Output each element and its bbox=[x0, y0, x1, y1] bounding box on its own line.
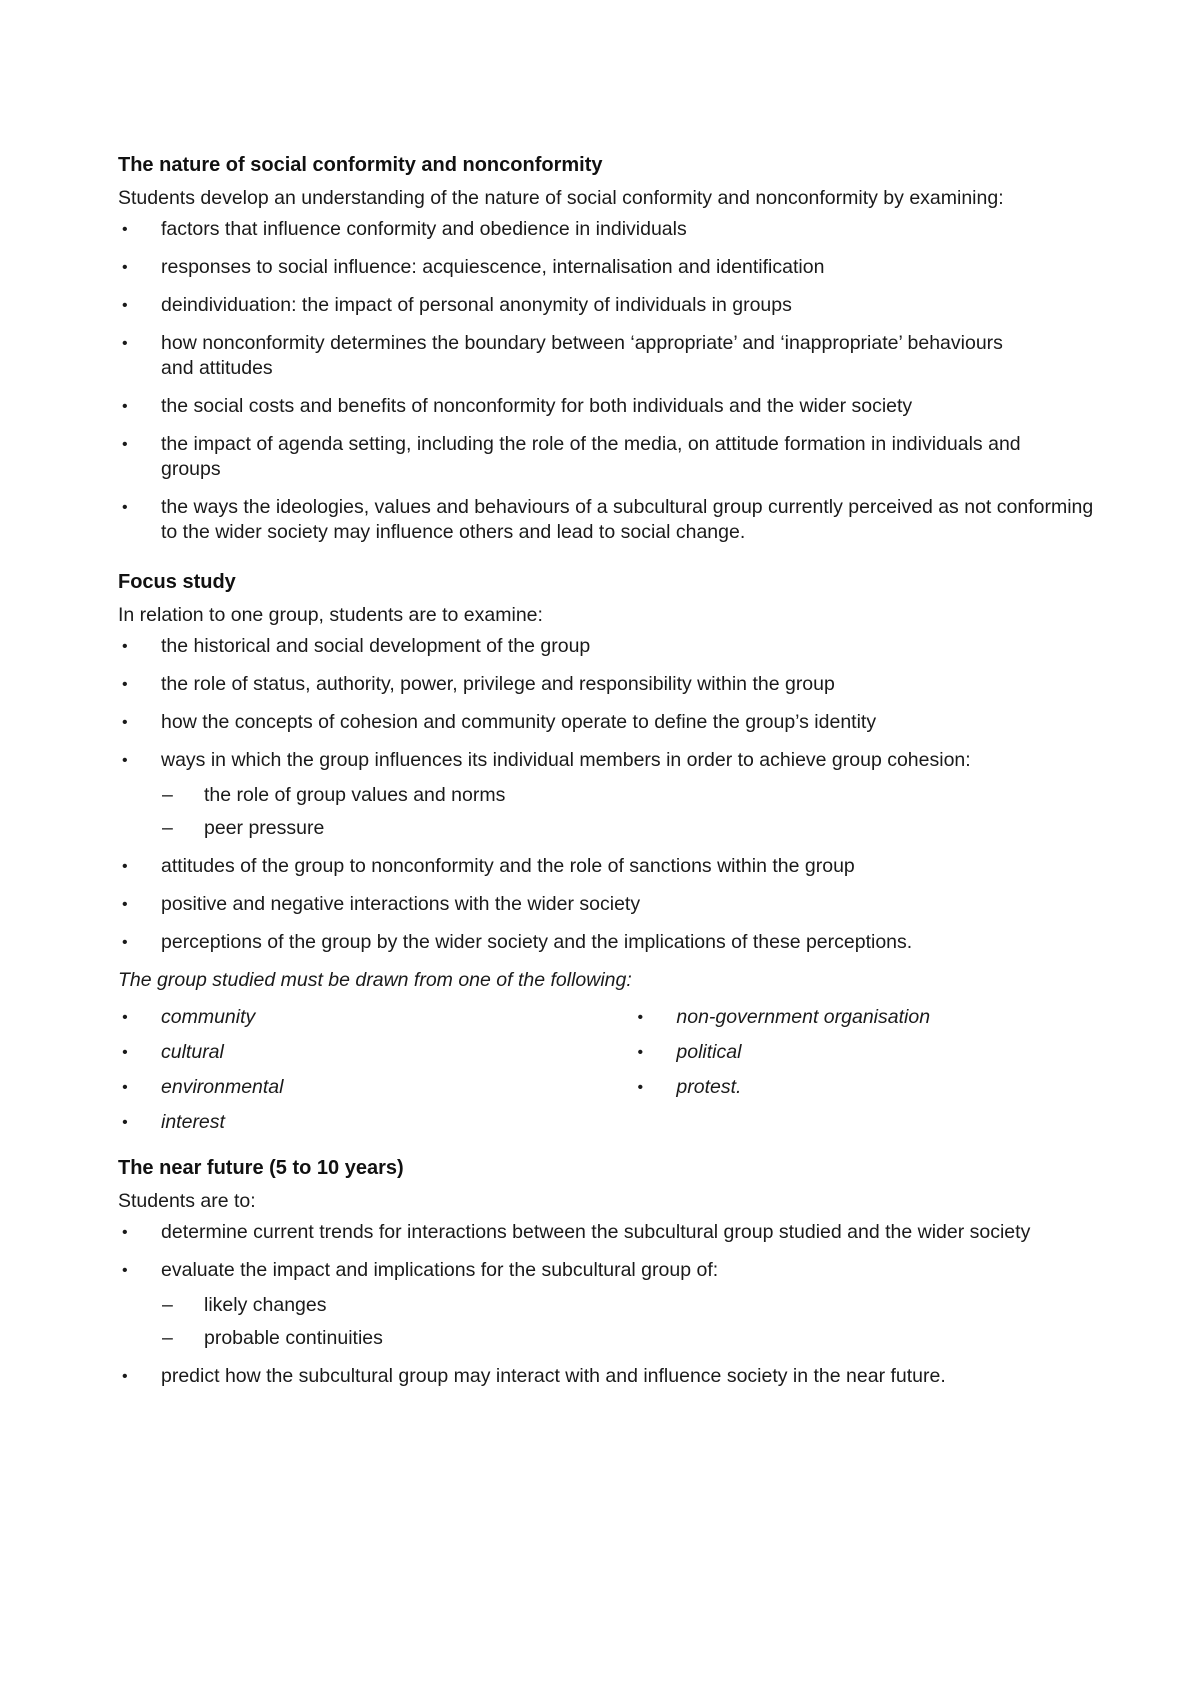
bullet-list bbox=[118, 1220, 1108, 1389]
bullet-icon: • bbox=[122, 398, 128, 415]
list-item-text: protest. bbox=[676, 1076, 742, 1098]
list-item bbox=[118, 748, 1108, 841]
list-item-text: evaluate the impact and implications for the subcultural group of: bbox=[161, 1259, 719, 1281]
list-item-text: the impact of agenda setting, including the role of the media, on attitude formation in individuals and groups bbox=[161, 433, 1021, 480]
list-item-text: deindividuation: the impact of personal anonymity of individuals in groups bbox=[161, 294, 792, 316]
document-page bbox=[118, 150, 1108, 1407]
bullet-icon: • bbox=[637, 1079, 643, 1096]
group-types-left-column bbox=[118, 1005, 633, 1135]
bullet-icon: • bbox=[122, 752, 128, 769]
list-item bbox=[118, 1220, 1108, 1245]
bullet-icon: • bbox=[122, 1079, 128, 1096]
bullet-icon: • bbox=[122, 221, 128, 238]
list-item bbox=[118, 331, 1108, 381]
section-heading: The nature of social conformity and nonconformity bbox=[118, 154, 603, 176]
section-intro: Students are to: bbox=[118, 1190, 256, 1212]
list-item bbox=[633, 1040, 1018, 1065]
list-item bbox=[118, 255, 1108, 280]
list-item-text: environmental bbox=[161, 1076, 284, 1098]
section-near-future bbox=[118, 1153, 1108, 1389]
bullet-icon: • bbox=[122, 1262, 128, 1279]
sub-list-item-text: peer pressure bbox=[204, 817, 325, 839]
dash-icon: – bbox=[162, 817, 173, 839]
list-item bbox=[633, 1005, 1018, 1030]
bullet-list bbox=[118, 634, 1108, 955]
bullet-icon: • bbox=[122, 858, 128, 875]
list-item bbox=[633, 1075, 1018, 1100]
bullet-list bbox=[118, 217, 1108, 545]
list-item bbox=[118, 432, 1108, 482]
bullet-icon: • bbox=[122, 714, 128, 731]
bullet-icon: • bbox=[637, 1009, 643, 1026]
list-item bbox=[118, 672, 1108, 697]
list-item-text: non-government organisation bbox=[676, 1006, 931, 1028]
list-item bbox=[118, 293, 1108, 318]
section-focus-study bbox=[118, 567, 1108, 1135]
list-item-text: the historical and social development of the group bbox=[161, 635, 591, 657]
sub-list-item-text: likely changes bbox=[204, 1294, 327, 1316]
bullet-icon: • bbox=[122, 676, 128, 693]
bullet-icon: • bbox=[122, 1368, 128, 1385]
bullet-icon: • bbox=[122, 1224, 128, 1241]
bullet-icon: • bbox=[122, 934, 128, 951]
bullet-icon: • bbox=[122, 638, 128, 655]
list-item-text: responses to social influence: acquiescence, internalisation and identification bbox=[161, 256, 825, 278]
list-item-text: attitudes of the group to nonconformity and the role of sanctions within the group bbox=[161, 855, 855, 877]
bullet-icon: • bbox=[122, 1009, 128, 1026]
dash-icon: – bbox=[162, 784, 173, 806]
list-item-text: determine current trends for interactions between the subcultural group studied and the wider society bbox=[161, 1221, 1031, 1243]
bullet-icon: • bbox=[122, 335, 128, 352]
list-item-text: the ways the ideologies, values and behaviours of a subcultural group currently perceived as not conforming to the wider society may influence others and lead to social change. bbox=[161, 496, 1094, 543]
list-item-text: factors that influence conformity and obedience in individuals bbox=[161, 218, 687, 240]
bullet-icon: • bbox=[122, 297, 128, 314]
list-item bbox=[118, 1364, 1108, 1389]
list-item-text: ways in which the group influences its individual members in order to achieve group cohesion: bbox=[161, 749, 971, 771]
section-heading: The near future (5 to 10 years) bbox=[118, 1157, 404, 1179]
bullet-list bbox=[118, 1005, 633, 1135]
list-item-text: how nonconformity determines the boundary between ‘appropriate’ and ‘inappropriate’ behaviours and attitudes bbox=[161, 332, 1003, 379]
list-item bbox=[118, 394, 1108, 419]
list-item-text: the social costs and benefits of nonconformity for both individuals and the wider society bbox=[161, 395, 913, 417]
bullet-icon: • bbox=[122, 1044, 128, 1061]
sub-bullet-list bbox=[161, 1293, 1108, 1351]
list-item bbox=[118, 495, 1108, 545]
list-item bbox=[118, 217, 1108, 242]
group-note: The group studied must be drawn from one of the following: bbox=[118, 969, 632, 991]
bullet-list bbox=[633, 1005, 1018, 1100]
sub-bullet-list bbox=[161, 783, 1108, 841]
list-item-text: positive and negative interactions with the wider society bbox=[161, 893, 641, 915]
sub-list-item-text: the role of group values and norms bbox=[204, 784, 506, 806]
bullet-icon: • bbox=[122, 436, 128, 453]
list-item-text: perceptions of the group by the wider society and the implications of these perceptions. bbox=[161, 931, 913, 953]
sub-list-item bbox=[161, 816, 1108, 841]
list-item bbox=[118, 1040, 633, 1065]
section-heading: Focus study bbox=[118, 571, 236, 593]
list-item bbox=[118, 854, 1108, 879]
sub-list-item bbox=[161, 1293, 1108, 1318]
list-item-text: how the concepts of cohesion and community operate to define the group’s identity bbox=[161, 711, 877, 733]
list-item-text: political bbox=[676, 1041, 742, 1063]
list-item bbox=[118, 710, 1108, 735]
list-item-text: the role of status, authority, power, privilege and responsibility within the group bbox=[161, 673, 835, 695]
sub-list-item-text: probable continuities bbox=[204, 1327, 383, 1349]
list-item-text: cultural bbox=[161, 1041, 224, 1063]
dash-icon: – bbox=[162, 1327, 173, 1349]
list-item bbox=[118, 930, 1108, 955]
bullet-icon: • bbox=[122, 259, 128, 276]
bullet-icon: • bbox=[122, 896, 128, 913]
list-item bbox=[118, 1258, 1108, 1351]
section-intro: In relation to one group, students are to examine: bbox=[118, 604, 543, 626]
bullet-icon: • bbox=[122, 1114, 128, 1131]
bullet-icon: • bbox=[122, 499, 128, 516]
list-item bbox=[118, 1110, 633, 1135]
section-social-conformity bbox=[118, 150, 1108, 545]
sub-list-item bbox=[161, 783, 1108, 808]
list-item bbox=[118, 1005, 633, 1030]
list-item bbox=[118, 634, 1108, 659]
group-types bbox=[118, 1005, 1018, 1135]
sub-list-item bbox=[161, 1326, 1108, 1351]
list-item-text: interest bbox=[161, 1111, 225, 1133]
list-item-text: community bbox=[161, 1006, 256, 1028]
section-intro: Students develop an understanding of the nature of social conformity and nonconformity by examining: bbox=[118, 187, 1004, 209]
list-item bbox=[118, 1075, 633, 1100]
group-types-right-column bbox=[633, 1005, 1018, 1135]
list-item-text: predict how the subcultural group may interact with and influence society in the near future. bbox=[161, 1365, 946, 1387]
dash-icon: – bbox=[162, 1294, 173, 1316]
list-item bbox=[118, 892, 1108, 917]
bullet-icon: • bbox=[637, 1044, 643, 1061]
